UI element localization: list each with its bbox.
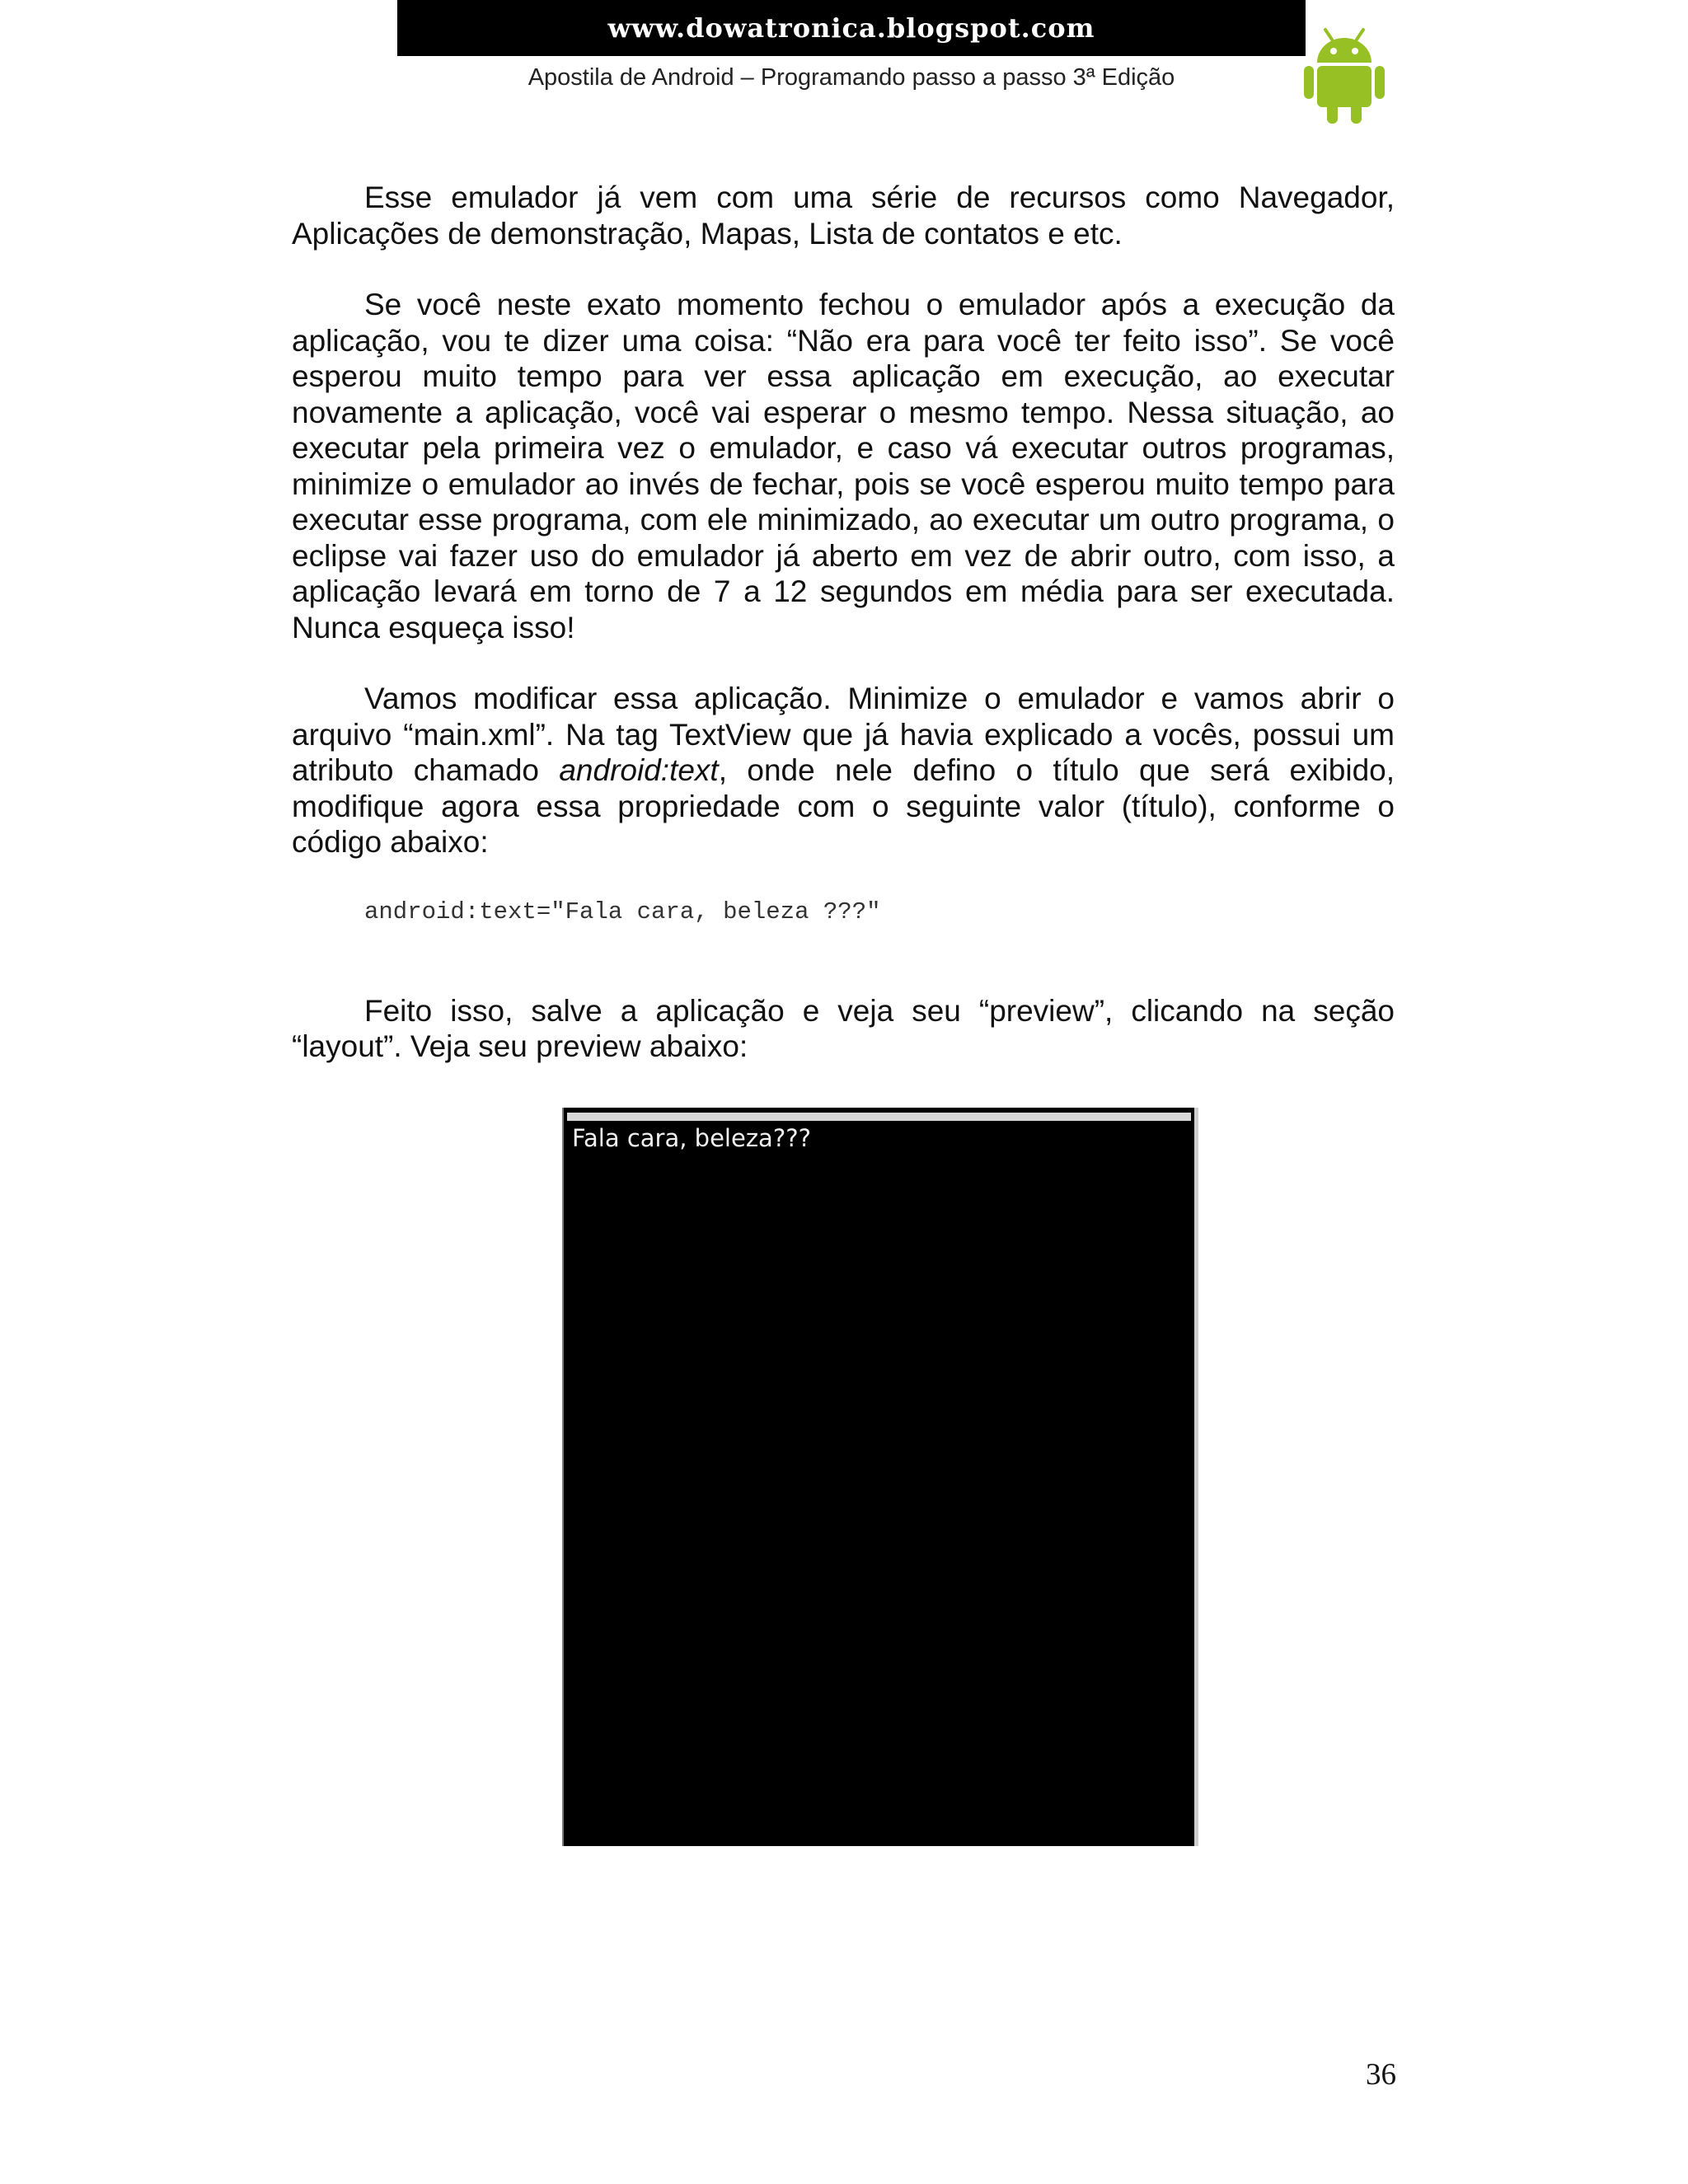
layout-preview-screenshot <box>562 1108 1198 1846</box>
paragraph-preview: Feito isso, salve a aplicação e veja seu “preview”, clicando na seção “layout”. Veja seu preview abaixo: <box>292 993 1395 1063</box>
code-snippet: android:text="Fala cara, beleza ???" <box>364 898 881 926</box>
paragraph-modify-app-end: , onde nele defino o título que será exibido, modifique agora essa propriedade com o seguinte valor (título), conforme o código abaixo: <box>292 753 1395 859</box>
banner-text: www.dowatronica.blogspot.com <box>607 12 1095 44</box>
android-robot-icon <box>1301 26 1388 125</box>
page-body <box>292 180 1395 1065</box>
running-header: Apostila de Android – Programando passo a passo 3ª Edição <box>528 64 1175 91</box>
preview-textview: Fala cara, beleza??? <box>572 1124 811 1152</box>
attribute-name: android:text <box>559 753 719 787</box>
paragraph-modify-app <box>292 681 1395 860</box>
site-banner <box>397 0 1306 56</box>
preview-title-bar <box>567 1113 1191 1121</box>
page-number: 36 <box>1366 2058 1396 2092</box>
paragraph-modify-app-start: Vamos modificar essa aplicação. Minimize o emulador e vamos abrir o arquivo “main.xml”. Na tag TextView que já havia explicado a vocês, possui um atributo chamado <box>292 682 1395 787</box>
paragraph-emulator-tip: Se você neste exato momento fechou o emulador após a execução da aplicação, vou te dizer uma coisa: “Não era para você ter feito isso”. Se você esperou muito tempo para ver essa aplicação em execução, ao executar novamente a aplicação, você vai esperar o mesmo tempo. Nessa situação, ao executar pela primeira vez o emulador, e caso vá executar outros programas, minimize o emulador ao invés de fechar, pois se você esperou muito tempo para executar esse programa, com ele minimizado, ao executar um outro programa, o eclipse vai fazer uso do emulador já aberto em vez de abrir outro, com isso, a aplicação levará em torno de 7 a 12 segundos em média para ser executada. Nunca esqueça isso! <box>292 288 1395 644</box>
paragraph-emulator-features: Esse emulador já vem com uma série de recursos como Navegador, Aplicações de demonstração, Mapas, Lista de contatos e etc. <box>292 180 1395 251</box>
